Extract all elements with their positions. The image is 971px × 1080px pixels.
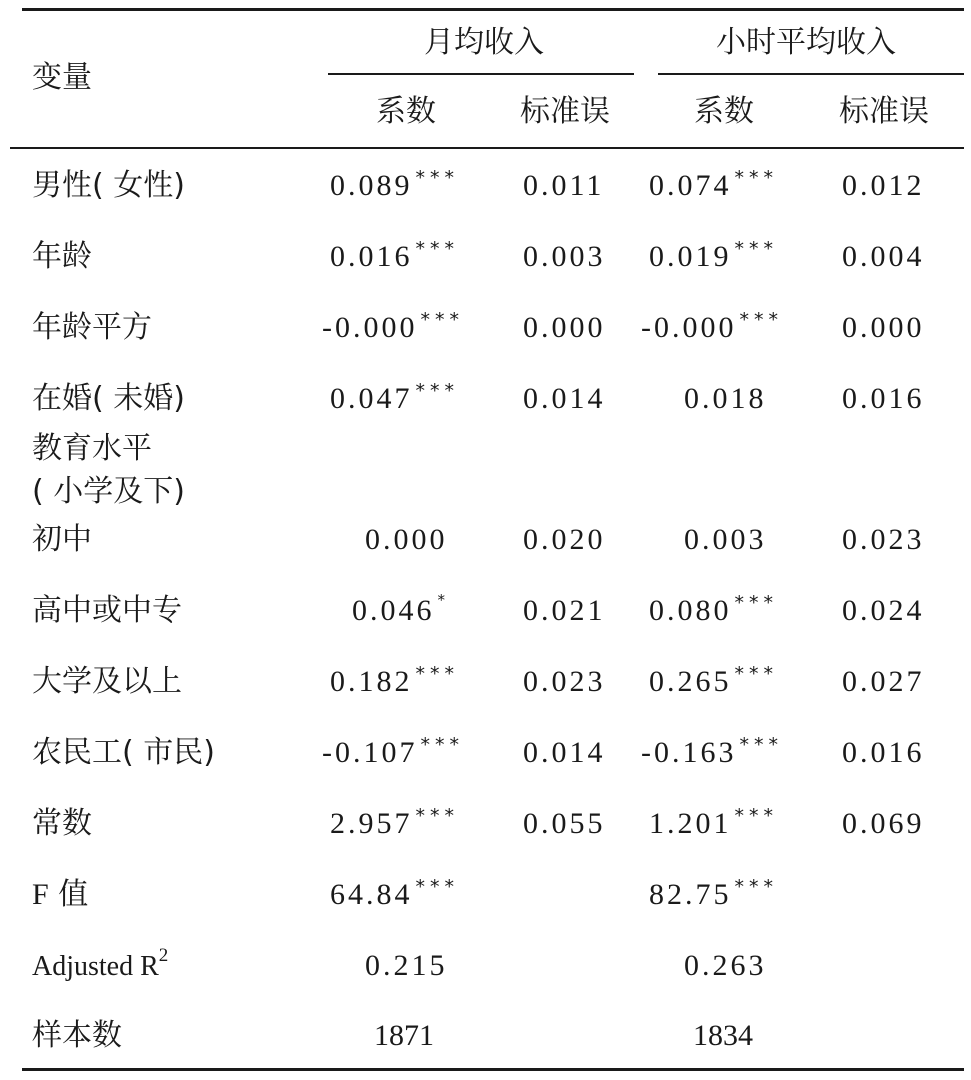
- se-college-monthly: 0.023: [523, 665, 606, 698]
- row-label-education-ref: ( 小学及下): [32, 474, 185, 509]
- se-junior-high-monthly: 0.020: [523, 523, 606, 556]
- row-label-f-value: F 值: [32, 877, 89, 912]
- se-senior-high-monthly: 0.021: [523, 594, 606, 627]
- se-header-1: 标准误: [520, 94, 610, 129]
- se-age-squared-monthly: 0.000: [523, 311, 606, 344]
- row-label-age: 年龄: [32, 239, 92, 274]
- coef-college-hourly: 0.265 ***: [649, 663, 778, 698]
- f-value-monthly: 64.84 ***: [330, 876, 459, 911]
- coef-age-squared-monthly: -0.000 ***: [322, 309, 464, 344]
- row-label-sample-size: 样本数: [32, 1018, 122, 1053]
- r2-monthly: 0.215: [365, 949, 448, 982]
- coef-male-monthly: 0.089 ***: [330, 167, 459, 202]
- se-header-2: 标准误: [839, 94, 929, 129]
- row-label-married: 在婚( 未婚): [32, 381, 185, 416]
- se-constant-monthly: 0.055: [523, 807, 606, 840]
- coef-senior-high-hourly: 0.080 ***: [649, 592, 778, 627]
- se-senior-high-hourly: 0.024: [842, 594, 925, 627]
- se-junior-high-hourly: 0.023: [842, 523, 925, 556]
- coef-junior-high-monthly: 0.000: [365, 523, 448, 556]
- coef-migrant-monthly: -0.107 ***: [322, 734, 464, 769]
- row-label-senior-high: 高中或中专: [32, 593, 182, 628]
- row-label-college: 大学及以上: [32, 664, 182, 699]
- coef-married-monthly: 0.047 ***: [330, 380, 459, 415]
- row-label-education: 教育水平: [32, 431, 152, 466]
- row-label-migrant-worker: 农民工( 市民): [32, 735, 215, 770]
- coef-senior-high-monthly: 0.046 *: [352, 591, 450, 627]
- header-rule: [10, 147, 964, 149]
- r2-hourly: 0.263: [684, 949, 767, 982]
- row-label-age-squared: 年龄平方: [32, 310, 152, 345]
- se-migrant-hourly: 0.016: [842, 736, 925, 769]
- se-migrant-monthly: 0.014: [523, 736, 606, 769]
- top-rule: [22, 8, 964, 11]
- se-age-monthly: 0.003: [523, 240, 606, 273]
- sample-size-hourly: 1834: [693, 1019, 753, 1052]
- coef-header-2: 系数: [694, 94, 754, 129]
- variable-header: 变量: [32, 60, 92, 95]
- coef-married-hourly: 0.018: [684, 382, 767, 415]
- coef-constant-hourly: 1.201 ***: [649, 805, 778, 840]
- coef-header-1: 系数: [376, 94, 436, 129]
- sample-size-monthly: 1871: [374, 1019, 434, 1052]
- row-label-male: 男性( 女性): [32, 168, 185, 203]
- se-male-hourly: 0.012: [842, 169, 925, 202]
- row-label-adjusted-r2: Adjusted $R^2$: [32, 945, 169, 982]
- se-constant-hourly: 0.069: [842, 807, 925, 840]
- group2-underline: [658, 73, 964, 75]
- group-header-hourly-income: 小时平均收入: [716, 25, 896, 60]
- group1-underline: [328, 73, 634, 75]
- se-married-monthly: 0.014: [523, 382, 606, 415]
- se-age-hourly: 0.004: [842, 240, 925, 273]
- row-label-constant: 常数: [32, 806, 92, 841]
- coef-age-squared-hourly: -0.000 ***: [641, 309, 783, 344]
- coef-junior-high-hourly: 0.003: [684, 523, 767, 556]
- coef-college-monthly: 0.182 ***: [330, 663, 459, 698]
- coef-age-hourly: 0.019 ***: [649, 238, 778, 273]
- se-age-squared-hourly: 0.000: [842, 311, 925, 344]
- group-header-monthly-income: 月均收入: [424, 25, 544, 60]
- f-value-hourly: 82.75 ***: [649, 876, 778, 911]
- se-college-hourly: 0.027: [842, 665, 925, 698]
- se-male-monthly: 0.011: [523, 169, 605, 202]
- bottom-rule: [22, 1068, 964, 1071]
- se-married-hourly: 0.016: [842, 382, 925, 415]
- coef-constant-monthly: 2.957 ***: [330, 805, 459, 840]
- coef-age-monthly: 0.016 ***: [330, 238, 459, 273]
- coef-male-hourly: 0.074 ***: [649, 167, 778, 202]
- coef-migrant-hourly: -0.163 ***: [641, 734, 783, 769]
- row-label-junior-high: 初中: [32, 522, 92, 557]
